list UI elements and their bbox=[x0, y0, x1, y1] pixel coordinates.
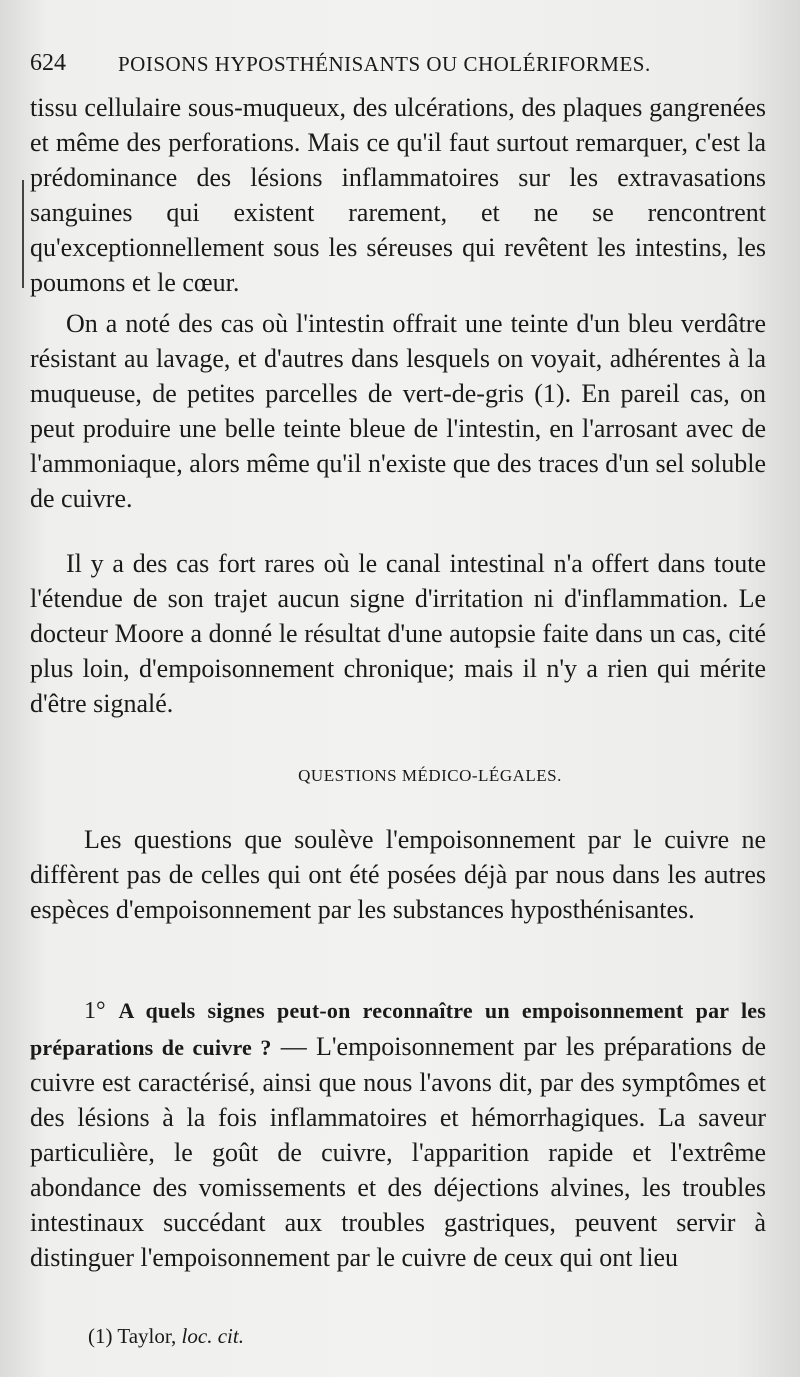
footnote-ref: loc. cit. bbox=[181, 1324, 244, 1348]
footnote-number: (1) bbox=[88, 1324, 113, 1348]
question-body: — L'empoisonnement par les préparations de cuivre est caractérisé, ainsi que nous l'avons dit, par des symptômes et des lésions à la fois inflammatoires et hémorrhagiques. La saveur particulière, le goût de cuivre, l'apparition rapide et l'extrême abondance des vomissements et des déjections alvines, les troubles intestinaux succédant aux troubles gastriques, peuvent servir à distinguer l'empoisonnement par le cuivre de ceux qui ont lieu bbox=[30, 1032, 767, 1272]
section-heading: QUESTIONS MÉDICO-LÉGALES. bbox=[298, 766, 562, 785]
footnote bbox=[88, 1324, 244, 1349]
paragraph-4: Les questions que soulève l'empoisonnement par le cuivre ne diffèrent pas de celles qui ont été posées déjà par nous dans les autres espèces d'empoisonnement par les substances hyposthénisantes. bbox=[30, 825, 766, 924]
paragraph-3: Il y a des cas fort rares où le canal intestinal n'a offert dans toute l'étendue de son trajet aucun signe d'irritation ni d'inflammation. Le docteur Moore a donné le résultat d'une autopsie faite dans un cas, cité plus loin, d'empoisonnement chronique; mais il n'y a rien qui mérite d'être signalé. bbox=[30, 549, 766, 718]
question-title: A quels signes peut-on reconnaître un empoisonnement par les préparations de cuivre ? bbox=[30, 998, 767, 1060]
question-number: 1° bbox=[84, 998, 106, 1024]
footnote-author: Taylor, bbox=[117, 1324, 177, 1348]
margin-line bbox=[22, 180, 24, 288]
running-title: POISONS HYPOSTHÉNISANTS OU CHOLÉRIFORMES. bbox=[118, 52, 651, 76]
paragraph-5 bbox=[30, 992, 766, 1275]
page-number: 624 bbox=[30, 50, 66, 76]
paragraph-2: On a noté des cas où l'intestin offrait une teinte d'un bleu verdâtre résistant au lavage, et d'autres dans lesquels on voyait, adhérentes à la muqueuse, de petites parcelles de vert-de-gris (1). En pareil cas, on peut produire une belle teinte bleue de l'intestin, en l'arrosant avec de l'ammoniaque, alors même qu'il n'existe que des traces d'un sel soluble de cuivre. bbox=[30, 309, 766, 513]
paragraph-1: tissu cellulaire sous-muqueux, des ulcérations, des plaques gangrenées et même des perforations. Mais ce qu'il faut surtout remarquer, c'est la prédominance des lésions inflammatoires sur les extravasations sanguines qui existent rarement, et ne se rencontrent qu'exceptionnellement sous les séreuses qui revêtent les intestins, les poumons et le cœur. bbox=[30, 93, 766, 297]
